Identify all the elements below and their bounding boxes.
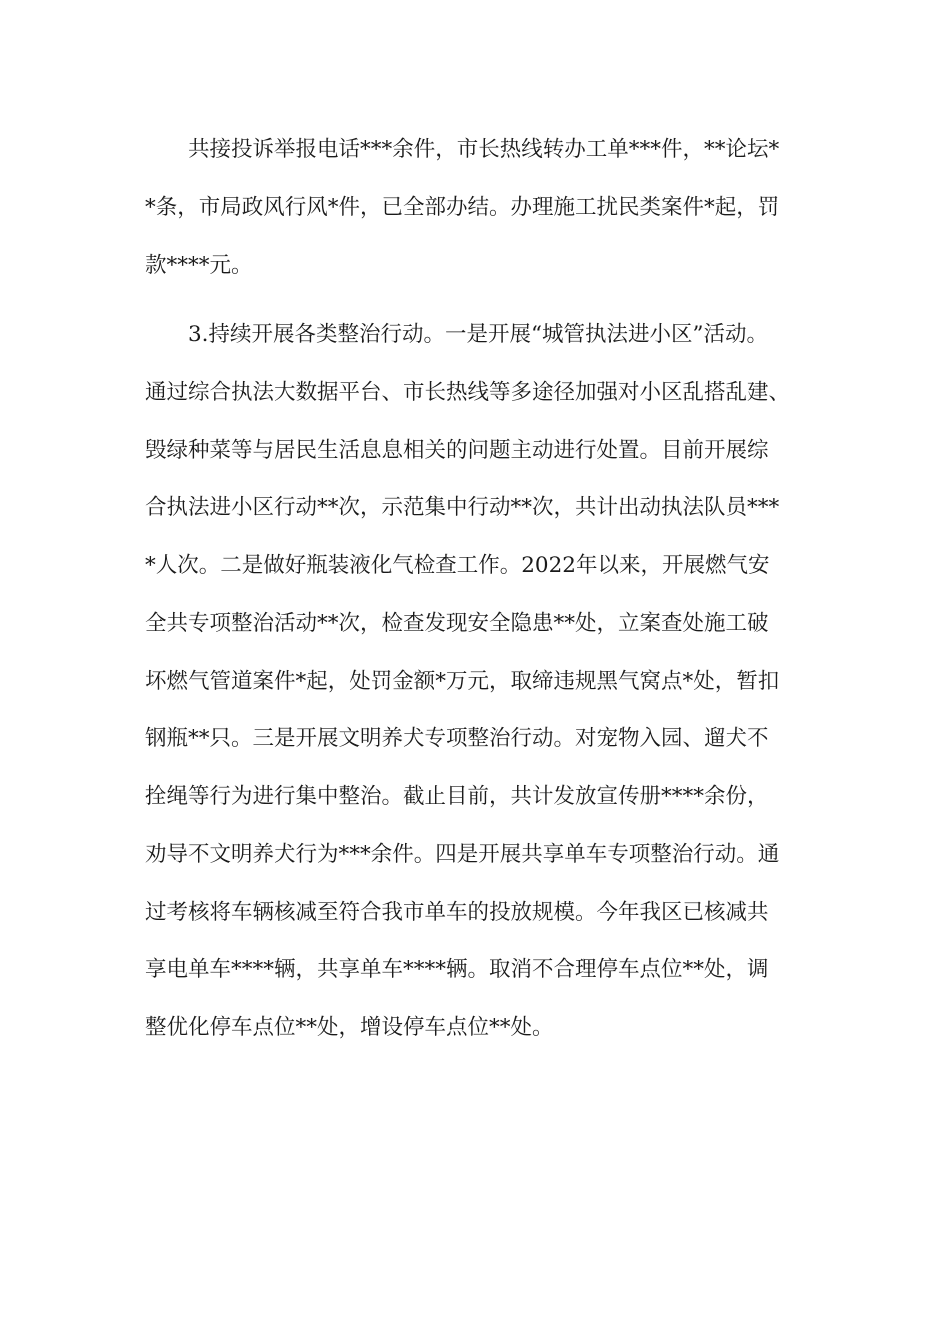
- paragraph-2-line-9: 拴绳等行为进行集中整治。截止目前，共计发放宣传册****余份，: [145, 784, 769, 809]
- paragraph-2-line-10: 劝导不文明养犬行为***余件。四是开展共享单车专项整治行动。通: [145, 842, 780, 867]
- paragraph-2-line-2: 通过综合执法大数据平台、市长热线等多途径加强对小区乱搭乱建、: [145, 380, 791, 405]
- paragraph-2-line-13: 整优化停车点位**处，增设停车点位**处。: [145, 1015, 554, 1040]
- paragraph-1-line-1: 共接投诉举报电话***余件，市长热线转办工单***件，**论坛*: [145, 137, 780, 162]
- paragraph-2-line-4: 合执法进小区行动**次，示范集中行动**次，共计出动执法队员***: [145, 495, 780, 520]
- paragraph-2-line-7: 坏燃气管道案件*起，处罚金额*万元，取缔违规黑气窝点*处，暂扣: [145, 669, 780, 694]
- paragraph-1-line-3: 款****元。: [145, 253, 253, 278]
- paragraph-2-line-11: 过考核将车辆核减至符合我市单车的投放规模。今年我区已核减共: [145, 900, 769, 925]
- paragraph-2-line-8: 钢瓶**只。三是开展文明养犬专项整治行动。对宠物入园、遛犬不: [145, 726, 769, 751]
- paragraph-2-line-12: 享电单车****辆，共享单车****辆。取消不合理停车点位**处，调: [145, 957, 769, 982]
- paragraph-2-line-3: 毁绿种菜等与居民生活息息相关的问题主动进行处置。目前开展综: [145, 438, 769, 463]
- paragraph-2-line-1: 3.持续开展各类整治行动。一是开展“城管执法进小区”活动。: [145, 322, 768, 347]
- paragraph-2-line-5: *人次。二是做好瓶装液化气检查工作。2022年以来，开展燃气安: [145, 553, 770, 578]
- paragraph-1-line-2: *条，市局政风行风*件，已全部办结。办理施工扰民类案件*起，罚: [145, 195, 780, 220]
- paragraph-2-line-6: 全共专项整治活动**次，检查发现安全隐患**处，立案查处施工破: [145, 611, 769, 636]
